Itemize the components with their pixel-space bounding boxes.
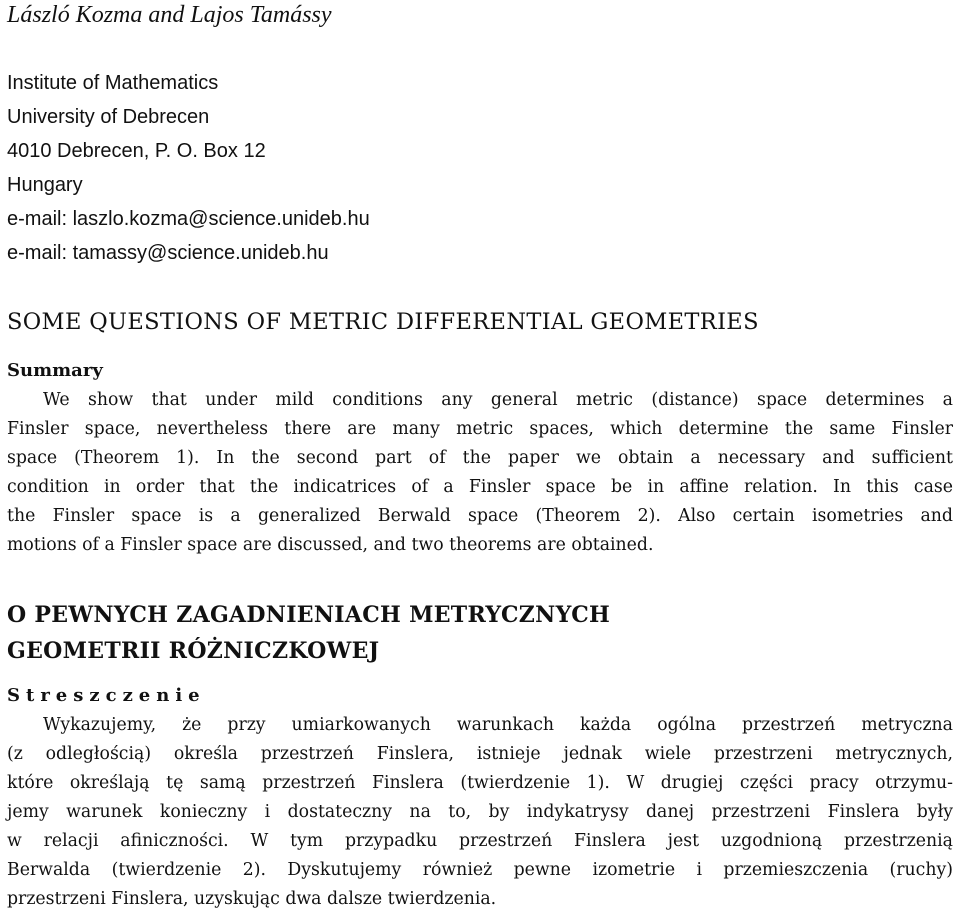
streszczenie-line: które określają tę samą przestrzeń Finslera (twierdzenie 1). W drugiej części pracy otrzymu- [7,773,953,793]
summary-line: motions of a Finsler space are discussed, and two theorems are obtained. [7,535,654,555]
summary-line: space (Theorem 1). In the second part of the paper we obtain a necessary and sufficient [7,448,953,468]
polish-title-line: GEOMETRII RÓŻNICZKOWEJ [7,638,380,664]
institute-line: Institute of Mathematics [7,72,219,94]
summary-line: the Finsler space is a generalized Berwald space (Theorem 2). Also certain isometries and [7,506,953,526]
streszczenie-line: Wykazujemy, że przy umiarkowanych warunkach każda ogólna przestrzeń metryczna [43,715,953,735]
address-line: 4010 Debrecen, P. O. Box 12 [7,140,266,162]
streszczenie-line: Berwalda (twierdzenie 2). Dyskutujemy również pewne izometrie i przemieszczenia (ruchy) [7,860,953,880]
streszczenie-line: w relacji afiniczności. W tym przypadku przestrzeń Finslera jest uzgodnioną przestrzenią [7,831,953,851]
english-summary [7,386,953,560]
summary-line: We show that under mild conditions any general metric (distance) space determines a [43,390,953,410]
streszczenie-heading: Streszczenie [7,685,206,706]
summary-heading: Summary [7,360,103,381]
affiliation-block [7,66,370,270]
summary-line: Finsler space, nevertheless there are many metric spaces, which determine the same Finsler [7,419,953,439]
email-line-tamassy: e-mail: tamassy@science.unideb.hu [7,242,329,264]
country-line: Hungary [7,174,83,196]
authors: László Kozma and Lajos Tamássy [7,2,332,28]
university-line: University of Debrecen [7,106,210,128]
streszczenie-line: przestrzeni Finslera, uzyskując dwa dalsze twierdzenia. [7,889,497,909]
polish-title [7,597,610,669]
email-line-kozma: e-mail: laszlo.kozma@science.unideb.hu [7,208,370,230]
summary-line: condition in order that the indicatrices of a Finsler space be in affine relation. In this case [7,477,953,497]
streszczenie-line: (z odległością) określa przestrzeń Finslera, istnieje jednak wiele przestrzeni metrycznych, [7,744,953,764]
streszczenie-line: jemy warunek konieczny i dostateczny na to, by indykatrysy danej przestrzeni Finslera były [7,802,953,822]
english-title: SOME QUESTIONS OF METRIC DIFFERENTIAL GEOMETRIES [7,309,759,335]
polish-summary [7,711,953,914]
polish-title-line: O PEWNYCH ZAGADNIENIACH METRYCZNYCH [7,602,611,628]
